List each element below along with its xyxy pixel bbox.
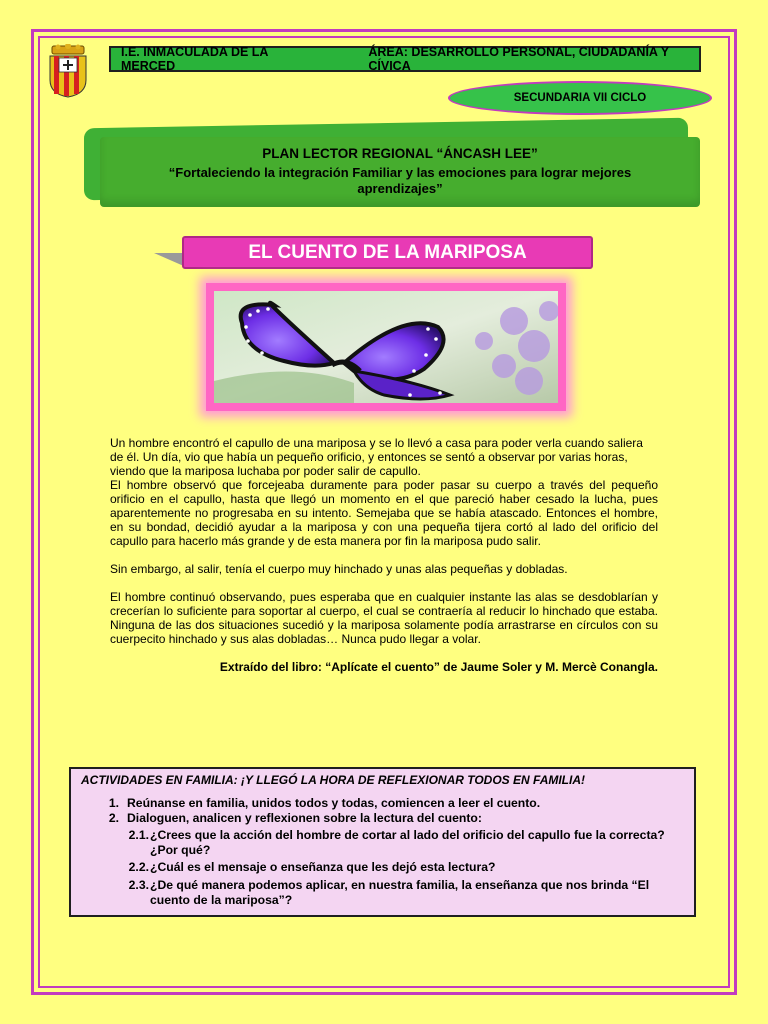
story-text [110,436,658,674]
sub-item: ¿De qué manera podemos aplicar, en nuestra familia, la enseñanza que nos brinda “El [150,878,650,892]
butterfly-illustration [214,291,558,403]
story-paragraph: Sin embargo, al salir, tenía el cuerpo muy hinchado y unas alas pequeñas y dobladas. [110,562,568,576]
list-item: Reúnanse en familia, unidos todos y todas, comiencen a leer el cuento. [127,796,541,810]
activities-title: ACTIVIDADES EN FAMILIA: ¡Y LLEGÓ LA HORA DE REFLEXIONAR TODOS EN FAMILIA! [81,773,586,787]
story-source: Extraído del libro: “Aplícate el cuento” de Jaume Soler y M. Mercè Conangla. [219,660,658,674]
subject-area: ÁREA: DESARROLLO PERSONAL, CIUDADANÍA Y CÍVICA [368,45,669,73]
sub-item-number: 2.1. [128,828,149,842]
list-item: Dialoguen, analicen y reflexionen sobre la lectura del cuento: [127,811,482,825]
sub-item-number: 2.2. [128,860,149,874]
story-paragraph: El hombre continuó observando, pues esperaba que en cualquier instante las alas se desdoblarían y crecerían lo suficiente para soportar al cuerpo, el cual se contraería al reducir lo hinchado que estaba. Ninguna de las dos situaciones sucedió y la mariposa solamente podía arrastrarse en círculos con su cuerpecito hinchado y sus alas dobladas… Nunca pudo llegar a volar. [110,590,658,646]
sub-item-continued: cuento de la mariposa”? [150,893,293,907]
header-bar [109,46,701,72]
sub-item-continued: ¿Por qué? [150,843,211,857]
reading-plan-banner [100,137,700,207]
family-activities-box [69,767,696,917]
banner-subtitle: “Fortaleciendo la integración Familiar y las emociones para lograr mejores aprendizajes” [168,165,632,196]
story-title: EL CUENTO DE LA MARIPOSA [182,236,593,269]
sub-item: ¿Crees que la acción del hombre de cortar al lado del orificio del capullo fue la correcta? [150,828,665,842]
school-name: I.E. INMACULADA DE LA MERCED [121,45,268,73]
banner-title: PLAN LECTOR REGIONAL “ÁNCASH LEE” [262,146,538,161]
level-badge: SECUNDARIA VII CICLO [448,81,712,115]
story-paragraph: El hombre observó que forcejeaba duramente para poder pasar su cuerpo a través del pequeño orificio en el capullo, hasta que llegó un momento en el que pareció haber cesado la lucha, pues aparentemente no progresaba en su intento. Semejaba que se había atascado. Entonces el hombre, en su bondad, decidió ayudar a la mariposa y con una pequeña tijera cortó al lado del orificio del capullo para hacerlo más grande y de esta manera por fin la mariposa pudo salir. [110,478,658,548]
sub-item-number: 2.3. [128,878,149,892]
list-item-number: 1. [108,796,119,810]
sub-item: ¿Cuál es el mensaje o enseñanza que les dejó esta lectura? [150,860,496,874]
butterfly-image [206,283,566,411]
list-item-number: 2. [108,811,119,825]
story-paragraph: Un hombre encontró el capullo de una mariposa y se lo llevó a casa para poder verla cuando saliera de él. Un día, vio que había un pequeño orificio, y entonces se sentó a observar por varias horas, viendo que la mariposa luchaba por poder salir de capullo. [110,436,643,478]
school-crest-icon [46,44,90,98]
